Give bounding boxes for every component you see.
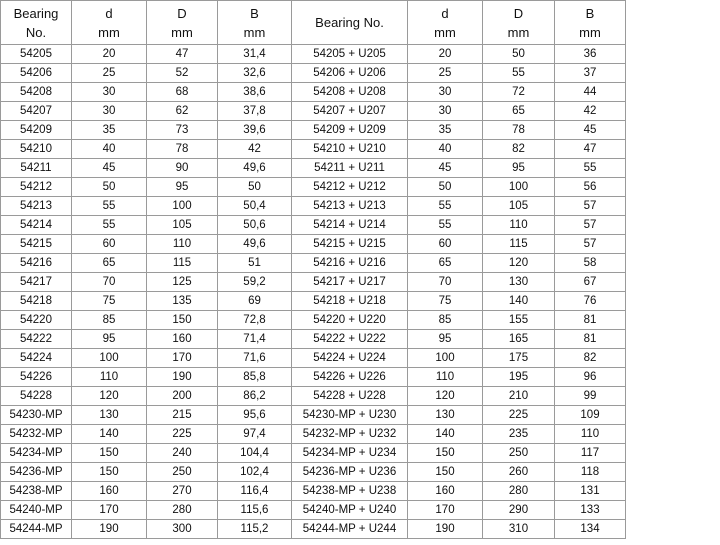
cell-bearing-no: 54230-MP [1,406,72,425]
cell-outer-d-with-seat: 100 [483,178,555,197]
header-d-with-seat: d mm [408,1,483,45]
cell-d-with-seat: 30 [408,102,483,121]
cell-bearing-no-with-seat: 54218 + U218 [292,292,408,311]
cell-bearing-no: 54224 [1,349,72,368]
cell-bearing-no: 54238-MP [1,482,72,501]
cell-b: 39,6 [218,121,292,140]
cell-d: 35 [72,121,147,140]
cell-outer-d: 280 [147,501,218,520]
cell-bearing-no-with-seat: 54240-MP + U240 [292,501,408,520]
cell-d-with-seat: 55 [408,197,483,216]
cell-b-with-seat: 133 [555,501,626,520]
cell-d: 30 [72,102,147,121]
cell-bearing-no-with-seat: 54228 + U228 [292,387,408,406]
table-row [1,463,626,482]
cell-b-with-seat: 57 [555,235,626,254]
cell-b: 49,6 [218,159,292,178]
table-row [1,482,626,501]
cell-d-with-seat: 140 [408,425,483,444]
cell-outer-d: 270 [147,482,218,501]
cell-outer-d: 100 [147,197,218,216]
cell-d: 75 [72,292,147,311]
cell-b-with-seat: 57 [555,197,626,216]
cell-bearing-no-with-seat: 54206 + U206 [292,64,408,83]
cell-d-with-seat: 85 [408,311,483,330]
cell-b: 42 [218,140,292,159]
table-row [1,140,626,159]
cell-d-with-seat: 75 [408,292,483,311]
cell-b-with-seat: 57 [555,216,626,235]
table-row [1,387,626,406]
cell-outer-d-with-seat: 290 [483,501,555,520]
cell-b: 72,8 [218,311,292,330]
cell-b: 71,6 [218,349,292,368]
cell-bearing-no-with-seat: 54236-MP + U236 [292,463,408,482]
cell-bearing-no: 54218 [1,292,72,311]
cell-bearing-no-with-seat: 54224 + U224 [292,349,408,368]
cell-b: 102,4 [218,463,292,482]
cell-outer-d-with-seat: 260 [483,463,555,482]
cell-b: 115,6 [218,501,292,520]
cell-bearing-no-with-seat: 54208 + U208 [292,83,408,102]
cell-b-with-seat: 117 [555,444,626,463]
cell-outer-d-with-seat: 140 [483,292,555,311]
cell-d: 55 [72,197,147,216]
cell-b-with-seat: 42 [555,102,626,121]
cell-b-with-seat: 81 [555,311,626,330]
cell-d: 100 [72,349,147,368]
cell-b: 38,6 [218,83,292,102]
cell-d: 65 [72,254,147,273]
cell-d: 50 [72,178,147,197]
cell-outer-d: 90 [147,159,218,178]
table-row [1,349,626,368]
cell-outer-d-with-seat: 130 [483,273,555,292]
cell-bearing-no: 54234-MP [1,444,72,463]
cell-outer-d-with-seat: 105 [483,197,555,216]
cell-outer-d: 225 [147,425,218,444]
table-row [1,121,626,140]
cell-b: 86,2 [218,387,292,406]
cell-d: 110 [72,368,147,387]
cell-b: 50,6 [218,216,292,235]
cell-b: 71,4 [218,330,292,349]
table-body [1,45,626,539]
cell-outer-d: 200 [147,387,218,406]
cell-bearing-no: 54211 [1,159,72,178]
cell-bearing-no-with-seat: 54213 + U213 [292,197,408,216]
cell-b-with-seat: 37 [555,64,626,83]
cell-outer-d-with-seat: 55 [483,64,555,83]
cell-bearing-no-with-seat: 54222 + U222 [292,330,408,349]
cell-d-with-seat: 160 [408,482,483,501]
cell-outer-d: 215 [147,406,218,425]
cell-bearing-no-with-seat: 54230-MP + U230 [292,406,408,425]
cell-d: 30 [72,83,147,102]
table-row [1,368,626,387]
cell-d-with-seat: 190 [408,520,483,539]
cell-bearing-no: 54232-MP [1,425,72,444]
cell-d: 190 [72,520,147,539]
cell-bearing-no: 54222 [1,330,72,349]
cell-d-with-seat: 30 [408,83,483,102]
cell-outer-d-with-seat: 110 [483,216,555,235]
table-row [1,45,626,64]
cell-b-with-seat: 47 [555,140,626,159]
cell-bearing-no: 54213 [1,197,72,216]
cell-outer-d-with-seat: 50 [483,45,555,64]
cell-bearing-no: 54236-MP [1,463,72,482]
cell-b: 115,2 [218,520,292,539]
cell-d-with-seat: 45 [408,159,483,178]
cell-outer-d: 135 [147,292,218,311]
cell-d-with-seat: 70 [408,273,483,292]
cell-outer-d: 62 [147,102,218,121]
cell-outer-d-with-seat: 235 [483,425,555,444]
cell-b-with-seat: 110 [555,425,626,444]
table-row [1,520,626,539]
cell-outer-d: 105 [147,216,218,235]
cell-b-with-seat: 131 [555,482,626,501]
cell-outer-d-with-seat: 175 [483,349,555,368]
cell-bearing-no-with-seat: 54205 + U205 [292,45,408,64]
cell-outer-d-with-seat: 65 [483,102,555,121]
cell-d-with-seat: 150 [408,463,483,482]
cell-d: 60 [72,235,147,254]
cell-outer-d: 95 [147,178,218,197]
cell-d-with-seat: 50 [408,178,483,197]
cell-d: 130 [72,406,147,425]
cell-bearing-no: 54207 [1,102,72,121]
cell-outer-d: 47 [147,45,218,64]
header-row [1,1,626,45]
cell-b-with-seat: 76 [555,292,626,311]
cell-bearing-no-with-seat: 54232-MP + U232 [292,425,408,444]
table-row [1,216,626,235]
cell-d: 150 [72,463,147,482]
cell-b-with-seat: 99 [555,387,626,406]
header-bearing-no: Bearing No. [1,1,72,45]
cell-bearing-no: 54220 [1,311,72,330]
table-row [1,64,626,83]
cell-bearing-no: 54210 [1,140,72,159]
cell-d-with-seat: 55 [408,216,483,235]
cell-d-with-seat: 40 [408,140,483,159]
table-row [1,159,626,178]
cell-bearing-no: 54240-MP [1,501,72,520]
table-row [1,425,626,444]
cell-outer-d-with-seat: 120 [483,254,555,273]
cell-d: 95 [72,330,147,349]
cell-b: 50 [218,178,292,197]
cell-bearing-no: 54205 [1,45,72,64]
cell-outer-d-with-seat: 78 [483,121,555,140]
table-row [1,273,626,292]
cell-bearing-no: 54215 [1,235,72,254]
cell-outer-d: 110 [147,235,218,254]
cell-outer-d-with-seat: 72 [483,83,555,102]
cell-bearing-no: 54209 [1,121,72,140]
header-outer-d-with-seat: D mm [483,1,555,45]
cell-bearing-no-with-seat: 54211 + U211 [292,159,408,178]
cell-b-with-seat: 81 [555,330,626,349]
cell-outer-d: 300 [147,520,218,539]
table-row [1,406,626,425]
cell-b: 95,6 [218,406,292,425]
cell-b: 69 [218,292,292,311]
cell-outer-d: 125 [147,273,218,292]
cell-d: 40 [72,140,147,159]
cell-b: 116,4 [218,482,292,501]
cell-d-with-seat: 120 [408,387,483,406]
cell-d-with-seat: 20 [408,45,483,64]
cell-bearing-no-with-seat: 54214 + U214 [292,216,408,235]
cell-b: 37,8 [218,102,292,121]
header-b-with-seat: B mm [555,1,626,45]
cell-outer-d: 78 [147,140,218,159]
cell-d: 85 [72,311,147,330]
cell-d-with-seat: 170 [408,501,483,520]
cell-outer-d: 190 [147,368,218,387]
cell-bearing-no: 54206 [1,64,72,83]
cell-bearing-no-with-seat: 54209 + U209 [292,121,408,140]
cell-b-with-seat: 118 [555,463,626,482]
table-row [1,254,626,273]
cell-outer-d-with-seat: 165 [483,330,555,349]
cell-outer-d: 170 [147,349,218,368]
table-row [1,444,626,463]
cell-outer-d: 115 [147,254,218,273]
cell-bearing-no-with-seat: 54220 + U220 [292,311,408,330]
table-row [1,330,626,349]
cell-bearing-no: 54217 [1,273,72,292]
cell-bearing-no: 54216 [1,254,72,273]
cell-d-with-seat: 60 [408,235,483,254]
cell-bearing-no: 54226 [1,368,72,387]
header-d: d mm [72,1,147,45]
cell-outer-d-with-seat: 310 [483,520,555,539]
cell-d: 120 [72,387,147,406]
cell-outer-d: 240 [147,444,218,463]
cell-b-with-seat: 67 [555,273,626,292]
cell-outer-d: 73 [147,121,218,140]
cell-b: 50,4 [218,197,292,216]
cell-bearing-no: 54212 [1,178,72,197]
cell-d: 140 [72,425,147,444]
cell-d-with-seat: 100 [408,349,483,368]
cell-d-with-seat: 35 [408,121,483,140]
cell-bearing-no: 54214 [1,216,72,235]
cell-bearing-no-with-seat: 54212 + U212 [292,178,408,197]
cell-outer-d: 160 [147,330,218,349]
cell-b-with-seat: 45 [555,121,626,140]
table-row [1,292,626,311]
cell-d-with-seat: 150 [408,444,483,463]
cell-d: 55 [72,216,147,235]
cell-d: 20 [72,45,147,64]
cell-d: 170 [72,501,147,520]
cell-outer-d-with-seat: 82 [483,140,555,159]
cell-b: 85,8 [218,368,292,387]
cell-d-with-seat: 130 [408,406,483,425]
cell-bearing-no: 54244-MP [1,520,72,539]
header-bearing-no-with-seat: Bearing No. [292,1,408,45]
cell-d-with-seat: 25 [408,64,483,83]
cell-b-with-seat: 56 [555,178,626,197]
table-row [1,311,626,330]
table-row [1,83,626,102]
header-b: B mm [218,1,292,45]
cell-bearing-no-with-seat: 54207 + U207 [292,102,408,121]
cell-b: 31,4 [218,45,292,64]
cell-d: 70 [72,273,147,292]
cell-b-with-seat: 109 [555,406,626,425]
cell-b-with-seat: 36 [555,45,626,64]
cell-outer-d-with-seat: 250 [483,444,555,463]
cell-b-with-seat: 58 [555,254,626,273]
cell-outer-d-with-seat: 115 [483,235,555,254]
table-row [1,197,626,216]
cell-b-with-seat: 55 [555,159,626,178]
cell-outer-d-with-seat: 280 [483,482,555,501]
cell-outer-d: 68 [147,83,218,102]
cell-outer-d: 150 [147,311,218,330]
cell-d-with-seat: 65 [408,254,483,273]
cell-b-with-seat: 44 [555,83,626,102]
cell-d: 150 [72,444,147,463]
cell-b-with-seat: 82 [555,349,626,368]
cell-b: 49,6 [218,235,292,254]
cell-outer-d: 250 [147,463,218,482]
cell-b-with-seat: 96 [555,368,626,387]
table-row [1,102,626,121]
table-row [1,178,626,197]
cell-d: 45 [72,159,147,178]
cell-d: 160 [72,482,147,501]
cell-b: 104,4 [218,444,292,463]
cell-bearing-no-with-seat: 54217 + U217 [292,273,408,292]
cell-bearing-no-with-seat: 54238-MP + U238 [292,482,408,501]
cell-b: 51 [218,254,292,273]
cell-b-with-seat: 134 [555,520,626,539]
cell-bearing-no-with-seat: 54216 + U216 [292,254,408,273]
header-outer-d: D mm [147,1,218,45]
cell-b: 97,4 [218,425,292,444]
cell-b: 59,2 [218,273,292,292]
cell-outer-d-with-seat: 210 [483,387,555,406]
table-row [1,501,626,520]
cell-outer-d-with-seat: 195 [483,368,555,387]
cell-bearing-no-with-seat: 54244-MP + U244 [292,520,408,539]
cell-d-with-seat: 110 [408,368,483,387]
cell-bearing-no: 54228 [1,387,72,406]
cell-bearing-no-with-seat: 54215 + U215 [292,235,408,254]
cell-bearing-no: 54208 [1,83,72,102]
cell-outer-d-with-seat: 225 [483,406,555,425]
cell-bearing-no-with-seat: 54226 + U226 [292,368,408,387]
cell-outer-d-with-seat: 95 [483,159,555,178]
cell-d-with-seat: 95 [408,330,483,349]
table-row [1,235,626,254]
cell-bearing-no-with-seat: 54210 + U210 [292,140,408,159]
cell-bearing-no-with-seat: 54234-MP + U234 [292,444,408,463]
cell-outer-d: 52 [147,64,218,83]
cell-b: 32,6 [218,64,292,83]
cell-d: 25 [72,64,147,83]
cell-outer-d-with-seat: 155 [483,311,555,330]
